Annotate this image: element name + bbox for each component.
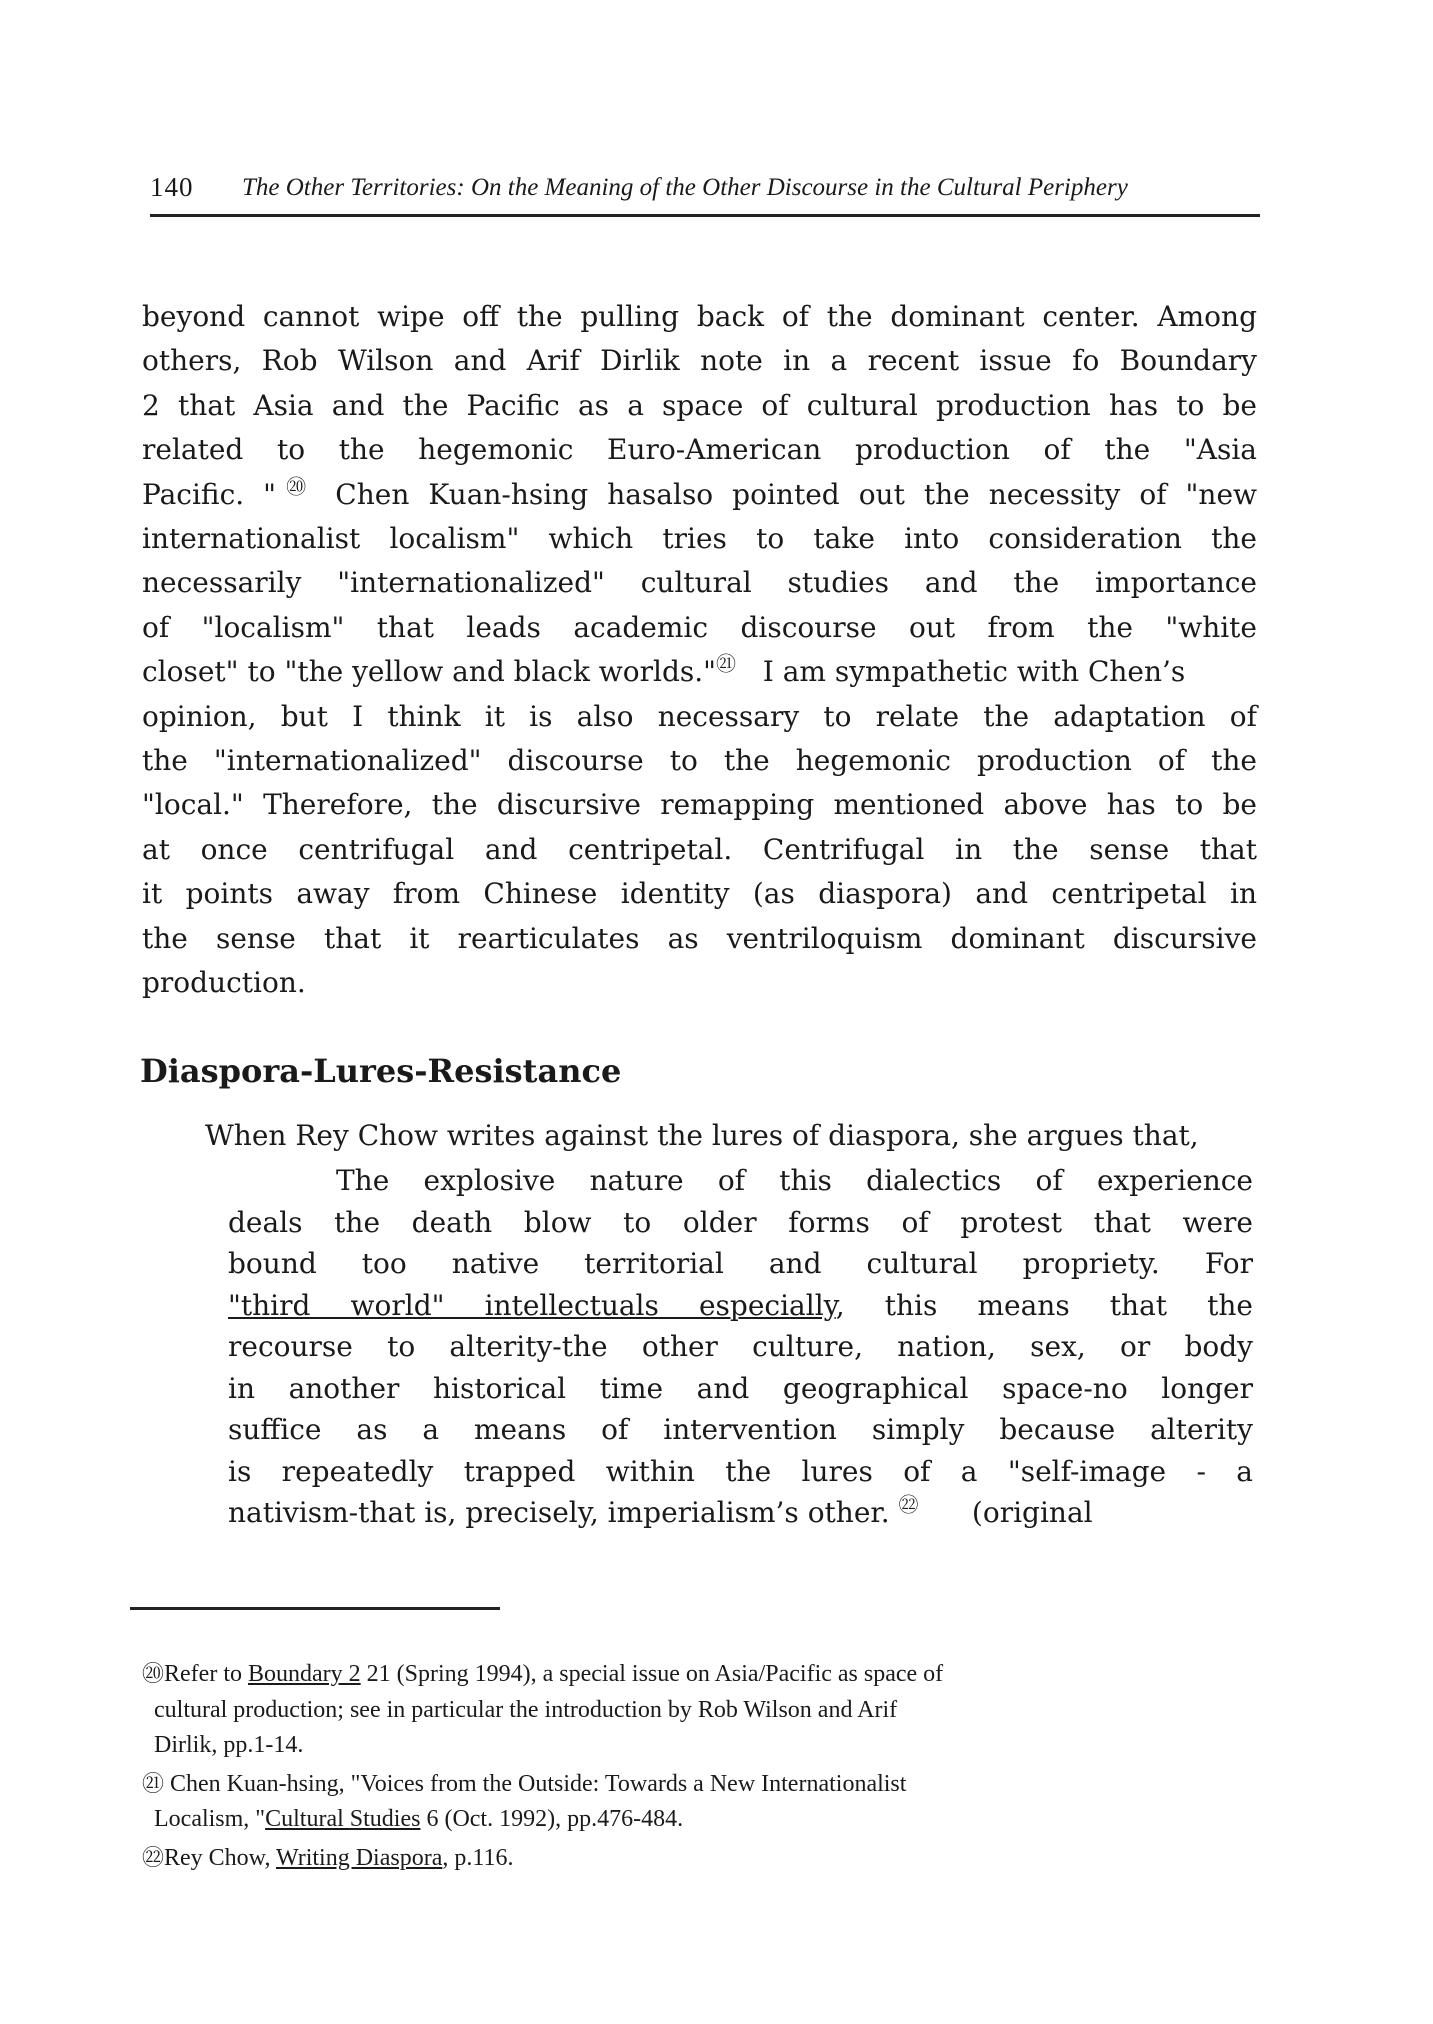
footnote-text: Chen Kuan-hsing, "Voices from the Outside: Towards a New Internationalist [164, 1770, 907, 1797]
quote-line: bound too native territorial and cultural propriety. For [228, 1247, 1253, 1280]
quote-line: suffice as a means of intervention simply because alterity [228, 1413, 1253, 1446]
running-title: The Other Territories: On the Meaning of the Other Discourse in the Cultural Periphery [242, 174, 1128, 201]
underlined-phrase: "third world" intellectuals especially [228, 1288, 836, 1322]
section-heading: Diaspora-Lures-Resistance [140, 1052, 622, 1090]
footnote-text: cultural production; see in particular the introduction by Rob Wilson and Arif [154, 1696, 898, 1723]
text-line: related to the hegemonic Euro-American production of the "Asia [142, 433, 1257, 467]
text-line: it points away from Chinese identity (as diaspora) and centripetal in [142, 877, 1257, 911]
text-fragment: , this means that the [835, 1288, 1253, 1322]
footnote-text: 6 (Oct. 1992), pp.476-484. [420, 1806, 684, 1832]
text-line [142, 650, 1257, 694]
footnote-text: Refer to [164, 1661, 248, 1687]
footnotes [142, 1656, 1252, 1878]
text-line: the "internationalized" discourse to the hegemonic production of the [142, 744, 1257, 778]
footnote-mark: ㉑ [142, 1770, 165, 1796]
text-line: opinion, but I think it is also necessary to relate the adaptation of [142, 699, 1257, 733]
quote-line [228, 1492, 1253, 1534]
text-line: 2 that Asia and the Pacific as a space of cultural production has to be [142, 388, 1257, 422]
footnote-text: 21 (Spring 1994), a special issue on Asia/Pacific as space of [360, 1661, 944, 1687]
journal-title: Cultural Studies [265, 1806, 421, 1832]
text-line: beyond cannot wipe off the pulling back of the dominant center. Among [142, 300, 1257, 333]
quote-line: deals the death blow to older forms of protest that were [228, 1205, 1253, 1239]
quote-line: in another historical time and geographical space-no longer [228, 1371, 1253, 1405]
quote-line [228, 1285, 1253, 1327]
book-title: Writing Diaspora [276, 1844, 443, 1871]
footnote-text: Rey Chow, [164, 1844, 277, 1871]
quote-line: recourse to alterity-the other culture, nation, sex, or body [228, 1330, 1253, 1363]
footnote-text: , p.116. [442, 1844, 514, 1871]
text-line: others, Rob Wilson and Arif Dirlik note in a recent issue fo Boundary [142, 344, 1257, 378]
footnote-ref-20: ⑳ [276, 474, 317, 499]
footnote-21 [142, 1766, 1252, 1838]
footnote-20 [142, 1656, 1252, 1764]
footnote-line [142, 1802, 1252, 1838]
text-fragment: nativism-that is, precisely, imperialism’s other. [228, 1496, 899, 1529]
text-line: internationalist localism" which tries to take into consideration the [142, 522, 1257, 556]
footnote-mark: ⑳ [142, 1661, 165, 1686]
text-line: "local." Therefore, the discursive remapping mentioned above has to be [142, 788, 1257, 822]
block-quote [228, 1160, 1253, 1534]
body-paragraph [142, 295, 1257, 1006]
quote-line: The explosive nature of this dialectics of experience [336, 1164, 1253, 1197]
page-number: 140 [150, 172, 194, 202]
text-line [142, 473, 1257, 517]
quote-line: is repeatedly trapped within the lures of a "self-image - a [228, 1454, 1253, 1488]
journal-title: Boundary 2 [247, 1661, 361, 1687]
text-fragment: I am sympathetic with Chen’s [736, 655, 1186, 689]
running-header [150, 170, 1260, 217]
text-fragment: closet" to "the yellow and black worlds." [142, 655, 717, 689]
footnote-text: Dirlik, pp.1-14. [154, 1732, 304, 1758]
text-line: necessarily "internationalized" cultural studies and the importance [142, 566, 1257, 600]
text-line: at once centrifugal and centripetal. Centrifugal in the sense that [142, 832, 1257, 866]
text-line: production. [142, 966, 306, 1000]
text-line: the sense that it rearticulates as ventriloquism dominant discursive [142, 921, 1257, 955]
footnote-rule [130, 1607, 500, 1610]
footnote-text: Localism, " [154, 1806, 266, 1832]
text-fragment: Pacific. " [142, 477, 277, 511]
footnote-ref-21: ㉑ [716, 651, 737, 676]
text-line: of "localism" that leads academic discourse out from the "white [142, 610, 1257, 644]
footnote-mark: ㉒ [142, 1844, 165, 1870]
text-fragment: Chen Kuan-hsing hasalso pointed out the necessity of "new [316, 477, 1258, 511]
footnote-ref-22: ㉒ [898, 1492, 919, 1517]
text-fragment: (original [918, 1496, 1093, 1529]
footnote-22 [142, 1840, 1252, 1877]
intro-sentence: When Rey Chow writes against the lures of diaspora, she argues that, [205, 1119, 1199, 1152]
